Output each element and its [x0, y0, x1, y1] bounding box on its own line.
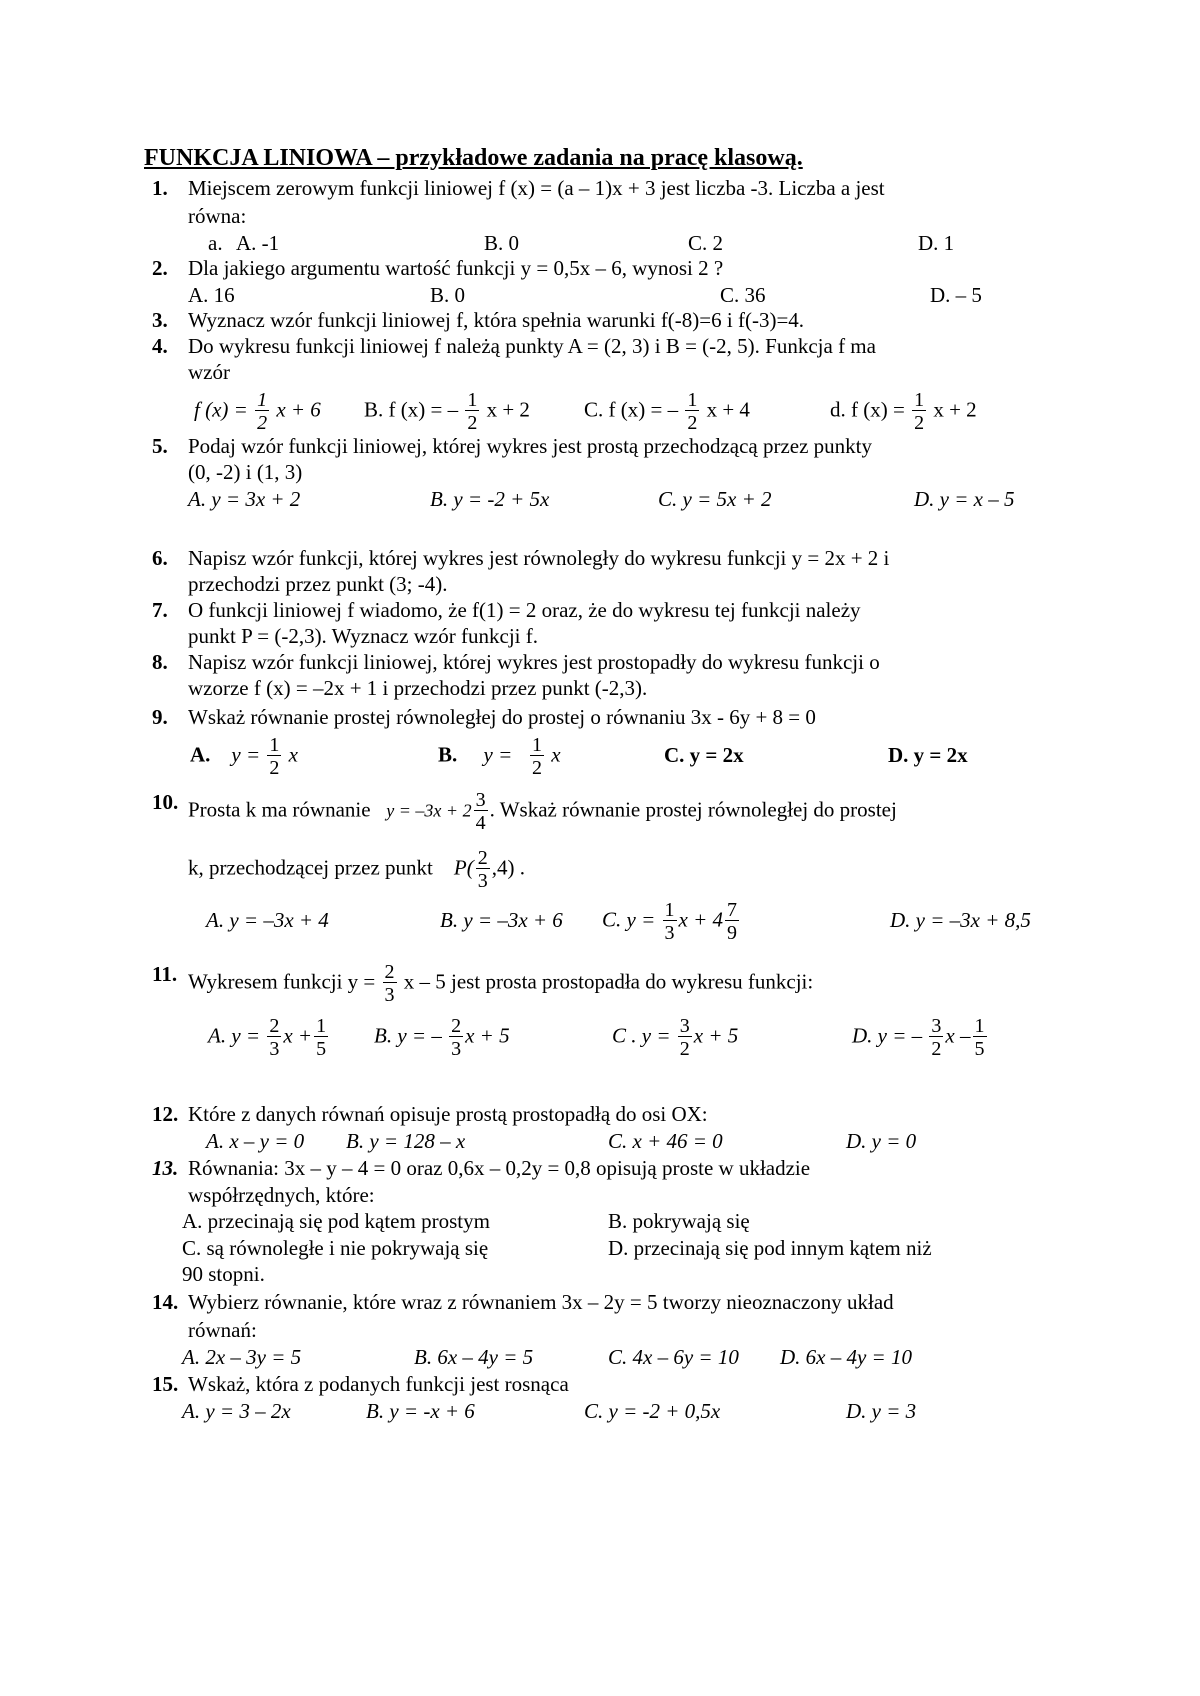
- fraction-numerator: 1: [664, 899, 675, 921]
- fraction: [685, 390, 699, 433]
- question-text: Które z danych równań opisuje prostą prostopadłą do osi OX:: [188, 1102, 708, 1126]
- fraction-denominator: 2: [257, 412, 268, 434]
- fraction-numerator: 3: [931, 1015, 942, 1037]
- question-number: 13.: [152, 1156, 179, 1180]
- fraction: [678, 1016, 692, 1059]
- fraction: [465, 390, 479, 433]
- equation-part: C. y =: [602, 907, 656, 932]
- option-c: C. y = 5x + 2: [658, 487, 772, 511]
- option-d: D. – 5: [930, 283, 982, 307]
- equation-part: x: [551, 742, 561, 767]
- fraction-numerator: 2: [477, 847, 488, 869]
- fraction-numerator: 1: [687, 389, 698, 411]
- equation-part: x + 5: [693, 1023, 739, 1048]
- option-c: [612, 1016, 738, 1059]
- fraction: [314, 1016, 328, 1059]
- fraction: [663, 900, 677, 943]
- fraction-denominator: 3: [384, 984, 395, 1006]
- fraction-denominator: 9: [727, 922, 737, 944]
- equation-part: B. y = –: [374, 1023, 442, 1048]
- option-b: B. y = -x + 6: [366, 1399, 475, 1423]
- question-text: Wybierz równanie, które wraz z równaniem 3x – 2y = 5 tworzy nieoznaczony układ: [188, 1290, 894, 1314]
- question-number: 10.: [152, 790, 179, 814]
- fraction-denominator: 2: [914, 412, 925, 434]
- option-d: [830, 390, 977, 433]
- equation-part: D. y = –: [852, 1023, 923, 1048]
- option-b: [364, 390, 530, 433]
- option-b: [438, 735, 561, 778]
- fraction: [929, 1016, 943, 1059]
- fraction-numerator: 1: [914, 389, 925, 411]
- option-c: C. 36: [720, 283, 766, 307]
- question-text-continued: równa:: [188, 204, 247, 228]
- question-text: [188, 962, 813, 1005]
- option-b-suffix: x + 2: [486, 397, 530, 422]
- equation-part: x + 4: [678, 907, 723, 932]
- question-text: Wskaż równanie prostej równoległej do prostej o równaniu 3x - 6y + 8 = 0: [188, 705, 816, 729]
- fraction-denominator: 3: [269, 1038, 280, 1060]
- question-text-part: Wykresem funkcji y =: [188, 969, 376, 994]
- fraction-denominator: 5: [316, 1038, 327, 1060]
- fraction: [267, 735, 281, 778]
- fraction-denominator: 3: [477, 870, 488, 892]
- equation-part: C . y =: [612, 1023, 671, 1048]
- fraction: [912, 390, 926, 433]
- question-number: 8.: [152, 650, 168, 674]
- option-c-suffix: x + 4: [706, 397, 750, 422]
- fraction: [973, 1016, 987, 1059]
- option-d-prefix: d. f (x) =: [830, 397, 905, 422]
- option-c: C. y = 2x: [664, 743, 744, 767]
- option-b: B. 6x – 4y = 5: [414, 1345, 534, 1369]
- question-text-part: Prosta k ma równanie: [188, 797, 371, 822]
- question-text-continued: wzorze f (x) = –2x + 1 i przechodzi przez punkt (-2,3).: [188, 676, 648, 700]
- page-title: FUNKCJA LINIOWA – przykładowe zadania na pracę klasową.: [144, 145, 803, 171]
- option-letter: B.: [438, 742, 458, 767]
- fraction-numerator: 2: [384, 961, 395, 983]
- option-a: A. 16: [188, 283, 235, 307]
- option-c: C. są równoległe i nie pokrywają się: [182, 1236, 489, 1260]
- fraction-numerator: 2: [269, 1015, 280, 1037]
- equation-part: x +: [283, 1023, 313, 1048]
- question-number: 5.: [152, 434, 168, 458]
- fraction-numerator: 2: [451, 1015, 462, 1037]
- question-text: [188, 790, 897, 833]
- equation-part: A. y =: [208, 1023, 261, 1048]
- question-text-continued: punkt P = (-2,3). Wyznacz wzór funkcji f.: [188, 624, 538, 648]
- question-text: Dla jakiego argumentu wartość funkcji y = 0,5x – 6, wynosi 2 ?: [188, 256, 724, 280]
- equation-part: y =: [483, 742, 513, 767]
- fraction-denominator: 2: [532, 757, 543, 779]
- question-text-continued: przechodzi przez punkt (3; -4).: [188, 572, 448, 596]
- fraction: [474, 790, 488, 833]
- option-d: D. 1: [918, 231, 955, 255]
- question-number: 14.: [152, 1290, 179, 1314]
- question-number: 2.: [152, 256, 168, 280]
- option-letter: A.: [190, 742, 211, 767]
- option-b-prefix: B. f (x) = –: [364, 397, 459, 422]
- option-b: B. y = 128 – x: [346, 1129, 466, 1153]
- fraction: [449, 1016, 463, 1059]
- fraction: [255, 390, 269, 433]
- question-number: 11.: [152, 962, 178, 986]
- question-number: 3.: [152, 308, 168, 332]
- option-d: D. y = 2x: [888, 743, 968, 767]
- option-b: B. 0: [430, 283, 466, 307]
- option-c: C. 2: [688, 231, 724, 255]
- equation-part: x –: [945, 1023, 971, 1048]
- fraction-denominator: 2: [679, 1038, 690, 1060]
- fraction-numerator: 3: [475, 789, 486, 811]
- fraction-denominator: 2: [269, 757, 280, 779]
- question-text-part: . Wskaż równanie prostej równoległej do prostej: [489, 797, 897, 822]
- question-text: Wskaż, która z podanych funkcji jest rosnąca: [188, 1372, 569, 1396]
- option-a-suffix: x + 6: [276, 397, 321, 422]
- option-a: A. przecinają się pod kątem prostym: [182, 1209, 490, 1233]
- fraction-numerator: 3: [679, 1015, 690, 1037]
- list-marker: a.: [208, 231, 223, 255]
- option-b: B. y = -2 + 5x: [430, 487, 550, 511]
- fraction-numerator: 1: [974, 1015, 985, 1037]
- option-a-prefix: f (x) =: [194, 397, 248, 422]
- point-coordinate: ,4) .: [491, 855, 525, 880]
- option-a: [208, 1016, 330, 1059]
- question-text: Miejscem zerowym funkcji liniowej f (x) = (a – 1)x + 3 jest liczba -3. Liczba a jest: [188, 176, 885, 200]
- fraction: [476, 848, 490, 891]
- question-text-part: x – 5 jest prosta prostopadła do wykresu funkcji:: [403, 969, 814, 994]
- question-text: O funkcji liniowej f wiadomo, że f(1) = 2 oraz, że do wykresu tej funkcji należy: [188, 598, 861, 622]
- option-b: B. pokrywają się: [608, 1209, 750, 1233]
- option-a: [190, 735, 298, 778]
- fraction-numerator: 1: [269, 734, 280, 756]
- option-d-continued: 90 stopni.: [182, 1262, 265, 1286]
- option-c: [584, 390, 750, 433]
- question-number: 9.: [152, 705, 168, 729]
- question-text: Podaj wzór funkcji liniowej, której wykres jest prostą przechodzącą przez punkty: [188, 434, 873, 458]
- question-text: Wyznacz wzór funkcji liniowej f, która spełnia warunki f(-8)=6 i f(-3)=4.: [188, 308, 805, 332]
- fraction: [530, 735, 544, 778]
- fraction-numerator: 7: [727, 899, 737, 921]
- fraction-numerator: 1: [316, 1015, 327, 1037]
- question-text-continued: [188, 848, 525, 891]
- option-d: D. przecinają się pod innym kątem niż: [608, 1236, 932, 1260]
- fraction-denominator: 3: [451, 1038, 462, 1060]
- option-d: D. y = –3x + 8,5: [890, 908, 1031, 932]
- option-d-suffix: x + 2: [933, 397, 977, 422]
- equation: y = –3x + 2: [386, 800, 472, 821]
- question-text: Równania: 3x – y – 4 = 0 oraz 0,6x – 0,2y = 0,8 opisują proste w układzie: [188, 1156, 811, 1180]
- equation-part: y =: [231, 742, 261, 767]
- option-c: C. y = -2 + 0,5x: [584, 1399, 721, 1423]
- option-a: A. 2x – 3y = 5: [182, 1345, 302, 1369]
- fraction-denominator: 4: [475, 812, 486, 834]
- option-b: B. y = –3x + 6: [440, 908, 563, 932]
- option-a: A. y = –3x + 4: [206, 908, 329, 932]
- option-c: [602, 900, 741, 943]
- equation-part: x + 5: [465, 1023, 510, 1048]
- question-text-part: k, przechodzącej przez punkt: [188, 855, 433, 880]
- fraction-denominator: 2: [467, 412, 478, 434]
- option-d: D. y = 3: [846, 1399, 917, 1423]
- option-c-prefix: C. f (x) = –: [584, 397, 679, 422]
- fraction-numerator: 1: [257, 389, 268, 411]
- fraction-numerator: 1: [532, 734, 543, 756]
- question-text: Do wykresu funkcji liniowej f należą punkty A = (2, 3) i B = (-2, 5). Funkcja f ma: [188, 334, 876, 358]
- option-a: A. -1: [236, 231, 280, 255]
- option-a: A. y = 3x + 2: [188, 487, 301, 511]
- fraction: [383, 962, 397, 1005]
- question-text: Napisz wzór funkcji, której wykres jest równoległy do wykresu funkcji y = 2x + 2 i: [188, 546, 890, 570]
- option-a: [194, 390, 321, 433]
- question-text-continued: równań:: [188, 1318, 257, 1342]
- option-d: D. 6x – 4y = 10: [780, 1345, 912, 1369]
- option-c: C. 4x – 6y = 10: [608, 1345, 739, 1369]
- option-a: A. x – y = 0: [206, 1129, 305, 1153]
- option-d: D. y = 0: [846, 1129, 917, 1153]
- option-c: C. x + 46 = 0: [608, 1129, 723, 1153]
- point-label: P(: [453, 855, 474, 880]
- fraction-numerator: 1: [467, 389, 478, 411]
- fraction-denominator: 5: [974, 1038, 985, 1060]
- question-text-continued: wzór: [188, 360, 230, 384]
- fraction: [725, 900, 739, 943]
- fraction-denominator: 2: [687, 412, 698, 434]
- fraction-denominator: 2: [931, 1038, 942, 1060]
- option-b: B. 0: [484, 231, 520, 255]
- question-number: 7.: [152, 598, 168, 622]
- option-b: [374, 1016, 510, 1059]
- option-d: D. y = x – 5: [914, 487, 1015, 511]
- option-a: A. y = 3 – 2x: [182, 1399, 291, 1423]
- question-text-continued: współrzędnych, które:: [188, 1183, 375, 1207]
- question-text-continued: (0, -2) i (1, 3): [188, 460, 303, 484]
- question-number: 4.: [152, 334, 168, 358]
- fraction: [267, 1016, 281, 1059]
- question-text: Napisz wzór funkcji liniowej, której wykres jest prostopadły do wykresu funkcji o: [188, 650, 880, 674]
- fraction-denominator: 3: [664, 922, 675, 944]
- question-number: 1.: [152, 176, 168, 200]
- equation-part: x: [288, 742, 298, 767]
- question-number: 15.: [152, 1372, 179, 1396]
- option-d: [852, 1016, 989, 1059]
- question-number: 6.: [152, 546, 168, 570]
- question-number: 12.: [152, 1102, 179, 1126]
